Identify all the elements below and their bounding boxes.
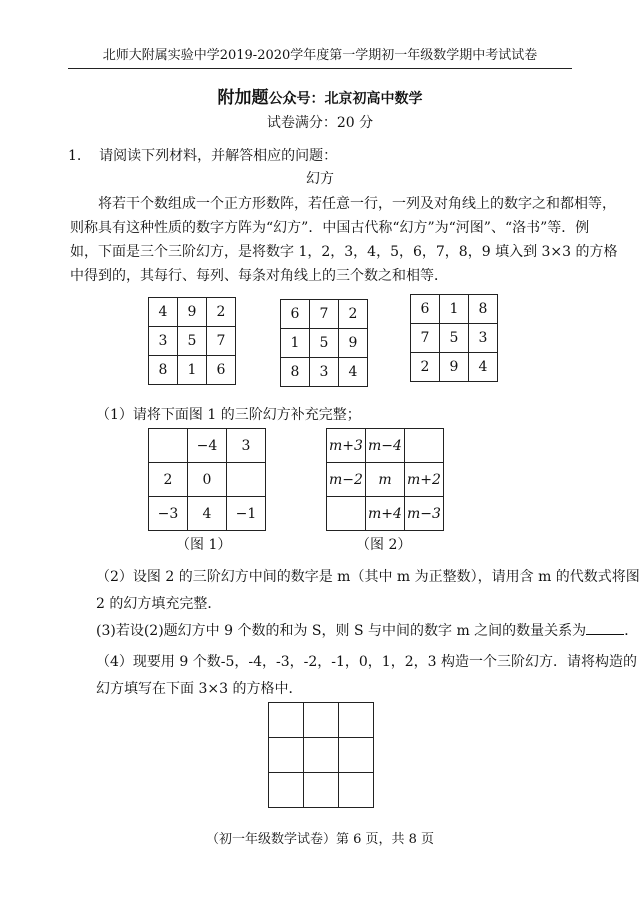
grid-cell[interactable] <box>304 738 339 773</box>
question-1 <box>68 145 337 165</box>
grid-cell: 2 <box>411 353 440 382</box>
grid-cell[interactable] <box>339 703 374 738</box>
grid-cell: m+2 <box>405 463 444 497</box>
grid-cell <box>405 429 444 463</box>
grid-cell: 2 <box>207 298 236 327</box>
question-number: 1. <box>68 148 82 164</box>
title-main: 附加题 <box>217 88 269 108</box>
grid-cell: 8 <box>149 356 178 385</box>
grid-cell: 1 <box>440 295 469 324</box>
magic-square-example-1 <box>148 297 236 385</box>
para-line: 则称具有这种性质的数字方阵为“幻方”．中国古代称“幻方”为“河图”、“洛书”等．例 <box>70 220 590 236</box>
grid-cell: 7 <box>310 300 339 329</box>
grid-cell: m+4 <box>366 497 405 531</box>
grid-cell[interactable] <box>339 773 374 808</box>
part-4-line-2: 幻方填写在下面 3×3 的方格中． <box>96 681 303 697</box>
para-line: 将若干个数组成一个正方形数阵，若任意一行，一列及对角线上的数字之和都相等， <box>98 196 616 212</box>
grid-cell: 1 <box>178 356 207 385</box>
grid-cell: m−2 <box>327 463 366 497</box>
part-3-text <box>96 620 638 640</box>
grid-cell: 6 <box>281 300 310 329</box>
material-title: 幻方 <box>306 171 334 187</box>
page-header: 北师大附属实验中学2019-2020学年度第一学期初一年级数学期中考试试卷 <box>102 48 538 63</box>
page-footer: （初一年级数学试卷）第 6 页，共 8 页 <box>205 832 435 847</box>
grid-cell: 2 <box>149 463 188 497</box>
grid-cell: 3 <box>469 324 498 353</box>
grid-cell: 9 <box>440 353 469 382</box>
grid-cell: −3 <box>149 497 188 531</box>
grid-cell[interactable] <box>304 703 339 738</box>
score-line: 试卷满分：20 分 <box>266 115 374 131</box>
grid-cell: 3 <box>149 327 178 356</box>
grid-cell: 8 <box>469 295 498 324</box>
grid-cell: 7 <box>207 327 236 356</box>
grid-cell: m <box>366 463 405 497</box>
part-3-end: ． <box>624 623 639 639</box>
grid-cell: 6 <box>207 356 236 385</box>
grid-cell[interactable] <box>269 773 304 808</box>
grid-cell: 4 <box>188 497 227 531</box>
para-line: 如，下面是三个三阶幻方，是将数字 1，2，3，4，5，6，7，8，9 填入到 3×3 的方格 <box>70 244 618 260</box>
grid-cell: m−4 <box>366 429 405 463</box>
grid-cell: 3 <box>227 429 266 463</box>
part-1-text: （1）请将下面图 1 的三阶幻方补充完整； <box>96 407 361 423</box>
section-title <box>0 83 640 108</box>
grid-cell: 8 <box>281 358 310 387</box>
figure-1-caption: （图 1） <box>176 537 232 553</box>
part-3-question: (3)若设(2)题幻方中 9 个数的和为 S，则 S 与中间的数字 m 之间的数量关系为 <box>96 623 587 639</box>
part-4-line-1: （4）现要用 9 个数-5，-4，-3，-2，-1，0，1，2，3 构造一个三阶幻方．请将构造的 <box>96 654 637 670</box>
material-paragraph <box>70 192 618 288</box>
grid-cell: 5 <box>178 327 207 356</box>
magic-square-example-2 <box>280 299 368 387</box>
grid-cell <box>149 429 188 463</box>
grid-cell: 5 <box>310 329 339 358</box>
para-line: 中得到的，其每行、每列、每条对角线上的三个数之和相等． <box>70 268 448 284</box>
answer-blank[interactable] <box>586 620 624 635</box>
answer-grid[interactable] <box>268 702 374 808</box>
grid-cell: 4 <box>149 298 178 327</box>
magic-square-example-3 <box>410 294 498 382</box>
grid-cell: 0 <box>188 463 227 497</box>
grid-cell[interactable] <box>339 738 374 773</box>
grid-cell: 9 <box>178 298 207 327</box>
grid-cell: 1 <box>281 329 310 358</box>
grid-cell: 4 <box>469 353 498 382</box>
grid-cell <box>227 463 266 497</box>
grid-cell: 2 <box>339 300 368 329</box>
figure-1-grid <box>148 428 266 531</box>
grid-cell: 9 <box>339 329 368 358</box>
header-rule <box>68 68 572 69</box>
grid-cell: 5 <box>440 324 469 353</box>
grid-cell <box>327 497 366 531</box>
title-sub: 公众号：北京初高中数学 <box>268 91 423 107</box>
grid-cell: m+3 <box>327 429 366 463</box>
part-2-line-1: （2）设图 2 的三阶幻方中间的数字是 m（其中 m 为正整数），请用含 m 的代数式将图 <box>96 569 640 585</box>
grid-cell: 3 <box>310 358 339 387</box>
grid-cell: −4 <box>188 429 227 463</box>
figure-2-caption: （图 2） <box>356 537 412 553</box>
grid-cell: 6 <box>411 295 440 324</box>
grid-cell: −1 <box>227 497 266 531</box>
figure-2-grid <box>326 428 444 531</box>
grid-cell: 7 <box>411 324 440 353</box>
grid-cell: m−3 <box>405 497 444 531</box>
grid-cell[interactable] <box>304 773 339 808</box>
grid-cell[interactable] <box>269 703 304 738</box>
part-2-line-2: 2 的幻方填充完整． <box>96 596 222 612</box>
question-text: 请阅读下列材料，并解答相应的问题： <box>99 148 338 164</box>
grid-cell[interactable] <box>269 738 304 773</box>
grid-cell: 4 <box>339 358 368 387</box>
